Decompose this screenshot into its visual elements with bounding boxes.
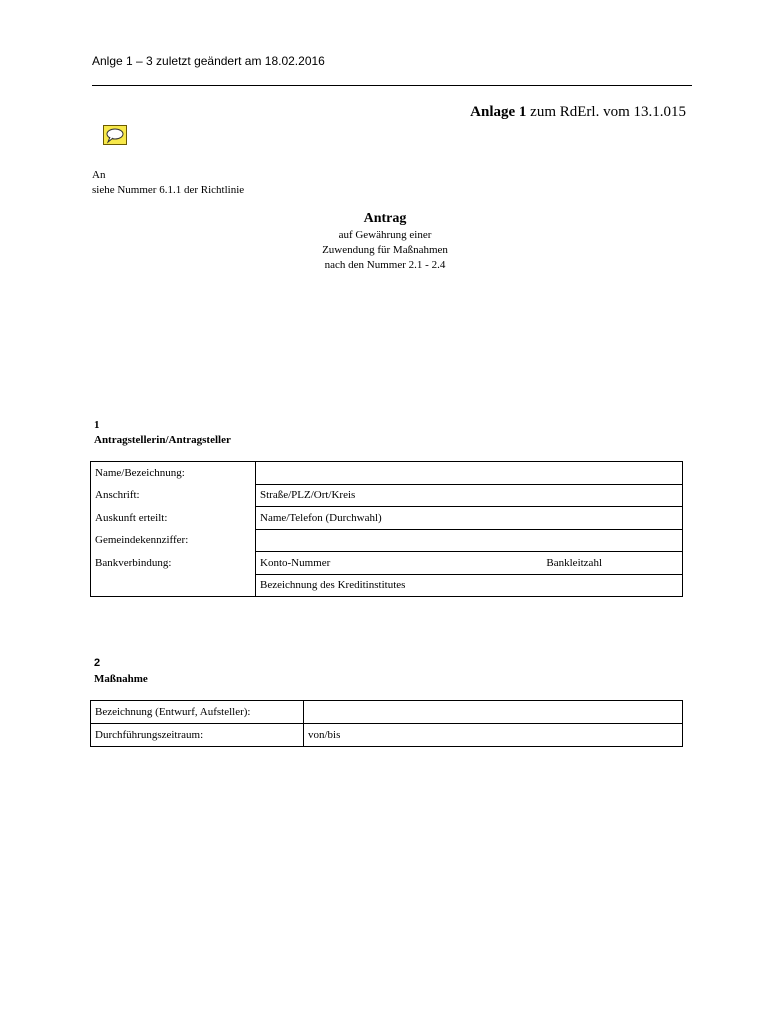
auskunft-label: Auskunft erteilt: xyxy=(91,507,256,530)
bank-label: Bankverbindung: xyxy=(91,552,256,575)
anlage-text: zum RdErl. vom 13.1.015 xyxy=(526,104,686,120)
section-1-number: 1 xyxy=(94,419,100,431)
comment-icon[interactable] xyxy=(103,125,127,145)
antrag-title: Antrag xyxy=(363,211,407,226)
section-2-title: Maßnahme xyxy=(94,673,148,685)
kredit-label xyxy=(91,574,256,597)
bezeichnung-label: Bezeichnung (Entwurf, Aufsteller): xyxy=(91,701,304,724)
section-2-number: 2 xyxy=(94,657,101,669)
bank-field[interactable] xyxy=(256,552,683,575)
anschrift-field[interactable]: Straße/PLZ/Ort/Kreis xyxy=(256,484,683,507)
kredit-field[interactable]: Bezeichnung des Kreditinstitutes xyxy=(260,579,406,592)
anlage-label: Anlage 1 xyxy=(470,104,527,120)
antrag-subtitle xyxy=(0,228,770,273)
header-rule xyxy=(92,85,692,86)
name-field[interactable] xyxy=(256,462,683,485)
page-header-text: Anlge 1 – 3 zuletzt geändert am 18.02.2016 xyxy=(92,54,325,68)
auskunft-field[interactable]: Name/Telefon (Durchwahl) xyxy=(256,507,683,530)
anlage-reference xyxy=(470,104,686,121)
address-line-1: An xyxy=(92,169,106,181)
zeitraum-label: Durchführungszeitraum: xyxy=(91,724,304,747)
anschrift-label: Anschrift: xyxy=(91,484,256,507)
antrag-sub-line-1: auf Gewährung einer xyxy=(338,229,432,241)
gemeinde-label: Gemeindekennziffer: xyxy=(91,529,256,552)
blz-hint: Bankleitzahl xyxy=(546,556,602,569)
measure-table xyxy=(90,700,683,747)
zeitraum-field[interactable]: von/bis xyxy=(308,729,341,741)
section-1-title: Antragstellerin/Antragsteller xyxy=(94,434,231,446)
address-block xyxy=(92,168,244,198)
table-row xyxy=(91,484,683,507)
antrag-sub-line-3: nach den Nummer 2.1 - 2.4 xyxy=(324,259,446,271)
applicant-table xyxy=(90,461,683,597)
konto-hint: Konto-Nummer xyxy=(260,556,331,569)
table-row xyxy=(91,552,683,575)
table-row xyxy=(91,574,683,597)
antrag-sub-line-2: Zuwendung für Maßnahmen xyxy=(322,244,448,256)
address-line-2: siehe Nummer 6.1.1 der Richtlinie xyxy=(92,184,245,196)
bezeichnung-field[interactable] xyxy=(304,701,683,724)
table-row xyxy=(91,701,683,724)
table-row xyxy=(91,529,683,552)
name-label: Name/Bezeichnung: xyxy=(91,462,256,485)
gemeinde-field[interactable] xyxy=(256,529,683,552)
table-row xyxy=(91,507,683,530)
table-row xyxy=(91,724,683,747)
table-row xyxy=(91,462,683,485)
